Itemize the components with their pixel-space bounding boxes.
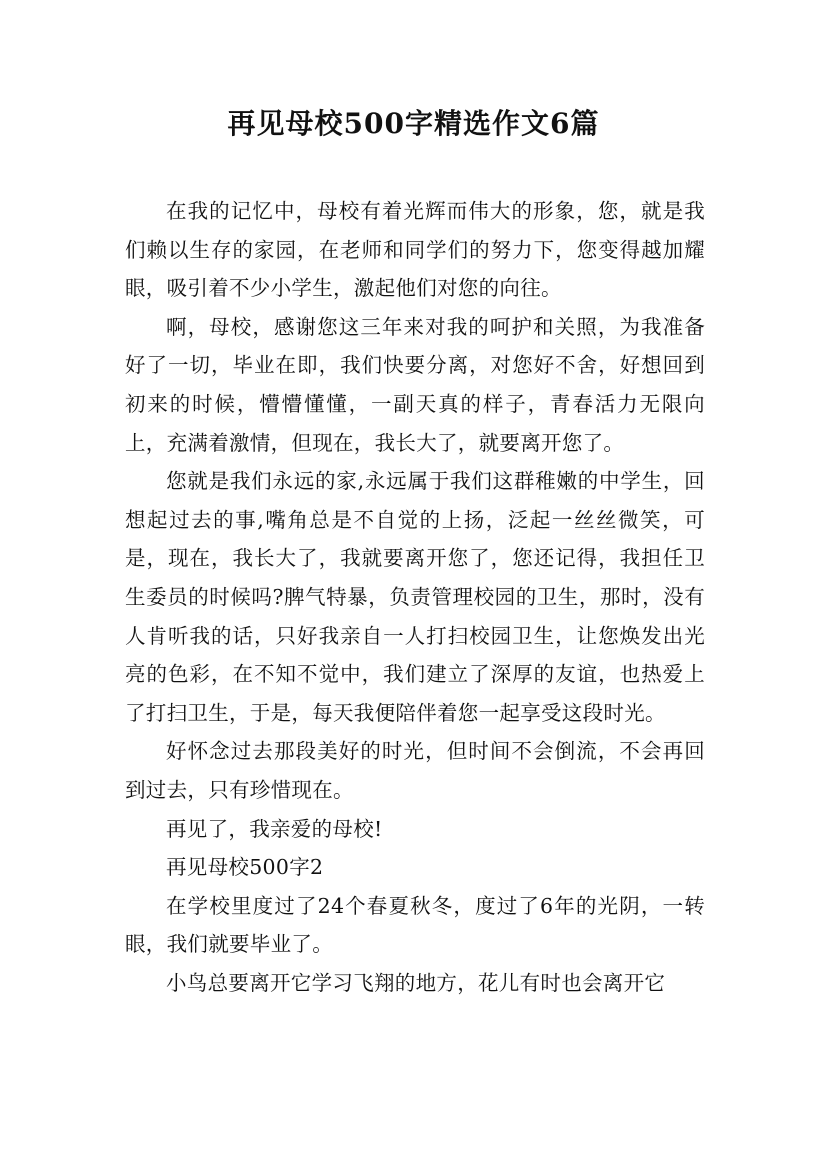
paragraph: 您就是我们永远的家,永远属于我们这群稚嫩的中学生，回想起过去的事,嘴角总是不自觉的上扬，泛起一丝丝微笑，可是，现在，我长大了，我就要离开您了，您还记得，我担任卫生委员的时候吗?脾气特暴，负责管理校园的卫生，那时，没有人肯听我的话，只好我亲自一人打扫校园卫生，让您焕发出光亮的色彩，在不知不觉中，我们建立了深厚的友谊，也热爱上了打扫卫生，于是，每天我便陪伴着您一起享受这段时光。 <box>125 469 705 725</box>
paragraph: 小鸟总要离开它学习飞翔的地方，花儿有时也会离开它 <box>166 970 666 995</box>
paragraph: 再见了，我亲爱的母校! <box>166 816 383 841</box>
paragraph: 啊，母校，感谢您这三年来对我的呵护和关照，为我准备好了一切，毕业在即，我们快要分离，对您好不舍，好想回到初来的时候，懵懵懂懂，一副天真的样子，青春活力无限向上，充满着激情，但现在，我长大了，就要离开您了。 <box>125 314 705 455</box>
paragraph: 好怀念过去那段美好的时光，但时间不会倒流，不会再回到过去，只有珍惜现在。 <box>125 739 705 802</box>
section-heading: 再见母校500字2 <box>166 855 324 880</box>
document-title: 再见母校500字精选作文6篇 <box>227 107 600 140</box>
paragraph: 在学校里度过了24个春夏秋冬，度过了6年的光阴，一转眼，我们就要毕业了。 <box>125 893 705 957</box>
document-body <box>125 192 705 1002</box>
paragraph: 在我的记忆中，母校有着光辉而伟大的形象，您，就是我们赖以生存的家园，在老师和同学们的努力下，您变得越加耀眼，吸引着不少小学生，激起他们对您的向往。 <box>125 199 705 301</box>
